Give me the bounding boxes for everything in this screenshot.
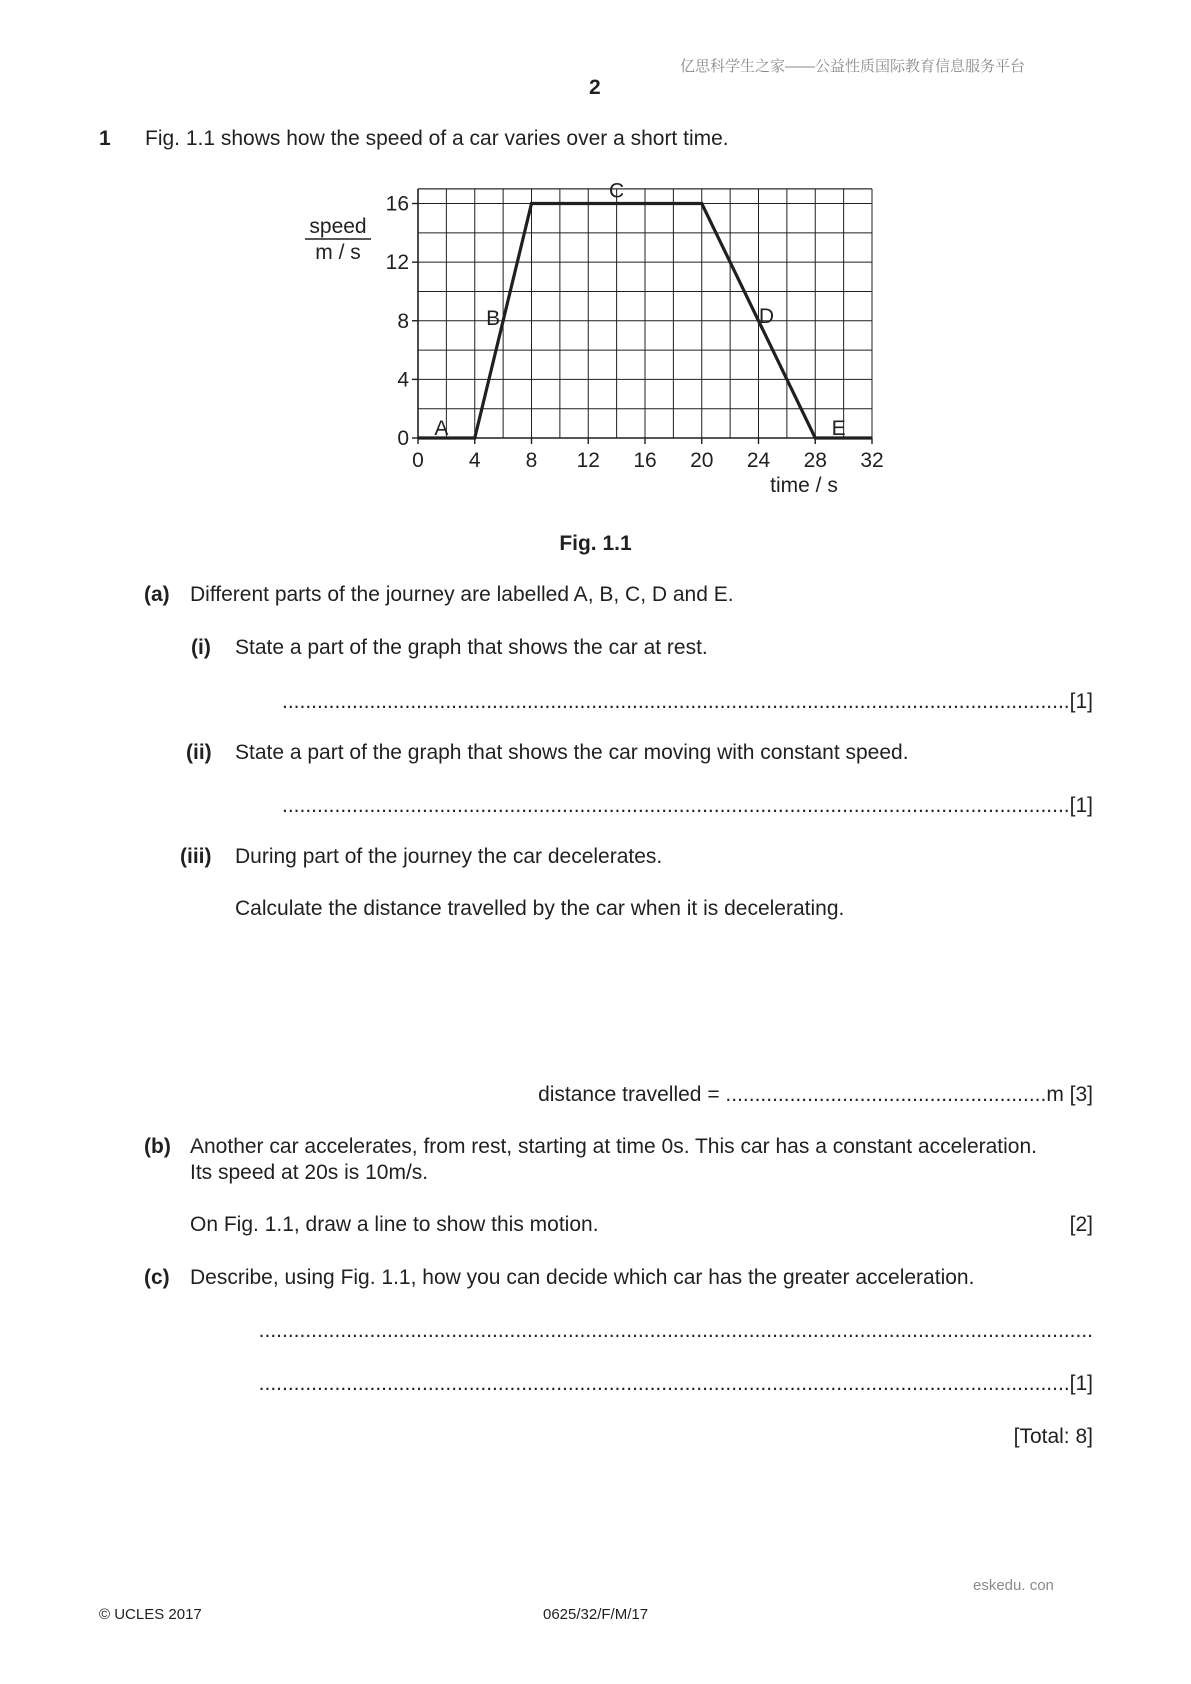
part-a-ii-text: State a part of the graph that shows the car moving with constant speed. [235, 741, 909, 764]
x-tick-label: 20 [690, 449, 714, 472]
segment-label-D: D [758, 304, 775, 328]
figure-caption: Fig. 1.1 [559, 532, 632, 555]
y-tick-label: 0 [397, 427, 409, 450]
part-a-ii-answer-line[interactable]: .......................................................................................................................................[1] [281, 794, 1093, 817]
segment-label-E: E [831, 417, 846, 440]
x-axis-label: time / s [770, 474, 838, 497]
part-a-ii-label: (ii) [186, 741, 212, 764]
segment-label-A: A [434, 417, 449, 440]
speed-time-chart [280, 175, 900, 505]
x-tick-label: 28 [803, 449, 827, 472]
part-a-iii-text2: Calculate the distance travelled by the car when it is decelerating. [235, 897, 845, 920]
question-intro: Fig. 1.1 shows how the speed of a car varies over a short time. [145, 127, 729, 150]
y-tick-label: 12 [385, 251, 409, 275]
part-c-text: Describe, using Fig. 1.1, how you can decide which car has the greater acceleration. [190, 1266, 975, 1289]
footer-site-watermark: eskedu. con [973, 1577, 1054, 1594]
x-tick-label: 24 [746, 449, 771, 472]
part-a-text: Different parts of the journey are labelled A, B, C, D and E. [190, 583, 734, 606]
distance-answer-line[interactable]: distance travelled = .......................................................m [3] [538, 1083, 1093, 1106]
y-tick-label: 4 [397, 368, 409, 392]
part-a-i-text: State a part of the graph that shows the car at rest. [235, 636, 708, 659]
part-b-marks: [2] [1069, 1213, 1093, 1236]
part-b-line2: Its speed at 20s is 10m/s. [190, 1161, 429, 1184]
part-c-answer-line-1[interactable]: ............................................................................................................................................... [258, 1319, 1093, 1342]
part-c-label: (c) [144, 1266, 170, 1289]
part-a-iii-text1: During part of the journey the car decelerates. [235, 845, 663, 868]
segment-label-B: B [486, 306, 501, 330]
part-a-i-answer-line[interactable]: .......................................................................................................................................[1] [281, 690, 1093, 713]
part-a-iii-label: (iii) [180, 845, 212, 868]
y-tick-label: 8 [397, 309, 409, 333]
part-b-line1: Another car accelerates, from rest, starting at time 0s. This car has a constant acceleration. [190, 1135, 1037, 1158]
y-tick-label: 16 [385, 192, 409, 216]
part-c-answer-line-2[interactable]: ...........................................................................................................................................[1] [258, 1372, 1093, 1395]
part-b-label: (b) [144, 1135, 171, 1158]
total-marks: [Total: 8] [1013, 1425, 1093, 1448]
footer-copyright: © UCLES 2017 [99, 1606, 202, 1623]
part-a-i-label: (i) [191, 636, 211, 659]
header-watermark: 亿思科学生之家——公益性质国际教育信息服务平台 [680, 58, 1026, 75]
x-tick-label: 0 [412, 449, 424, 472]
chart-tick-labels [386, 193, 884, 473]
x-tick-label: 16 [633, 449, 657, 472]
x-tick-label: 32 [860, 449, 884, 472]
x-tick-label: 4 [468, 449, 481, 472]
part-b-instruction: On Fig. 1.1, draw a line to show this motion. [190, 1213, 599, 1236]
part-a-label: (a) [144, 583, 170, 606]
page-number: 2 [589, 76, 601, 99]
question-number: 1 [99, 127, 111, 150]
segment-label-C: C [609, 179, 625, 203]
x-tick-label: 12 [576, 449, 600, 472]
x-tick-label: 8 [525, 449, 538, 472]
y-axis-label-bottom: m / s [315, 241, 361, 264]
chart-annotations [434, 180, 845, 441]
y-axis-label-top: speed [309, 215, 367, 238]
footer-paper-code: 0625/32/F/M/17 [543, 1606, 649, 1623]
